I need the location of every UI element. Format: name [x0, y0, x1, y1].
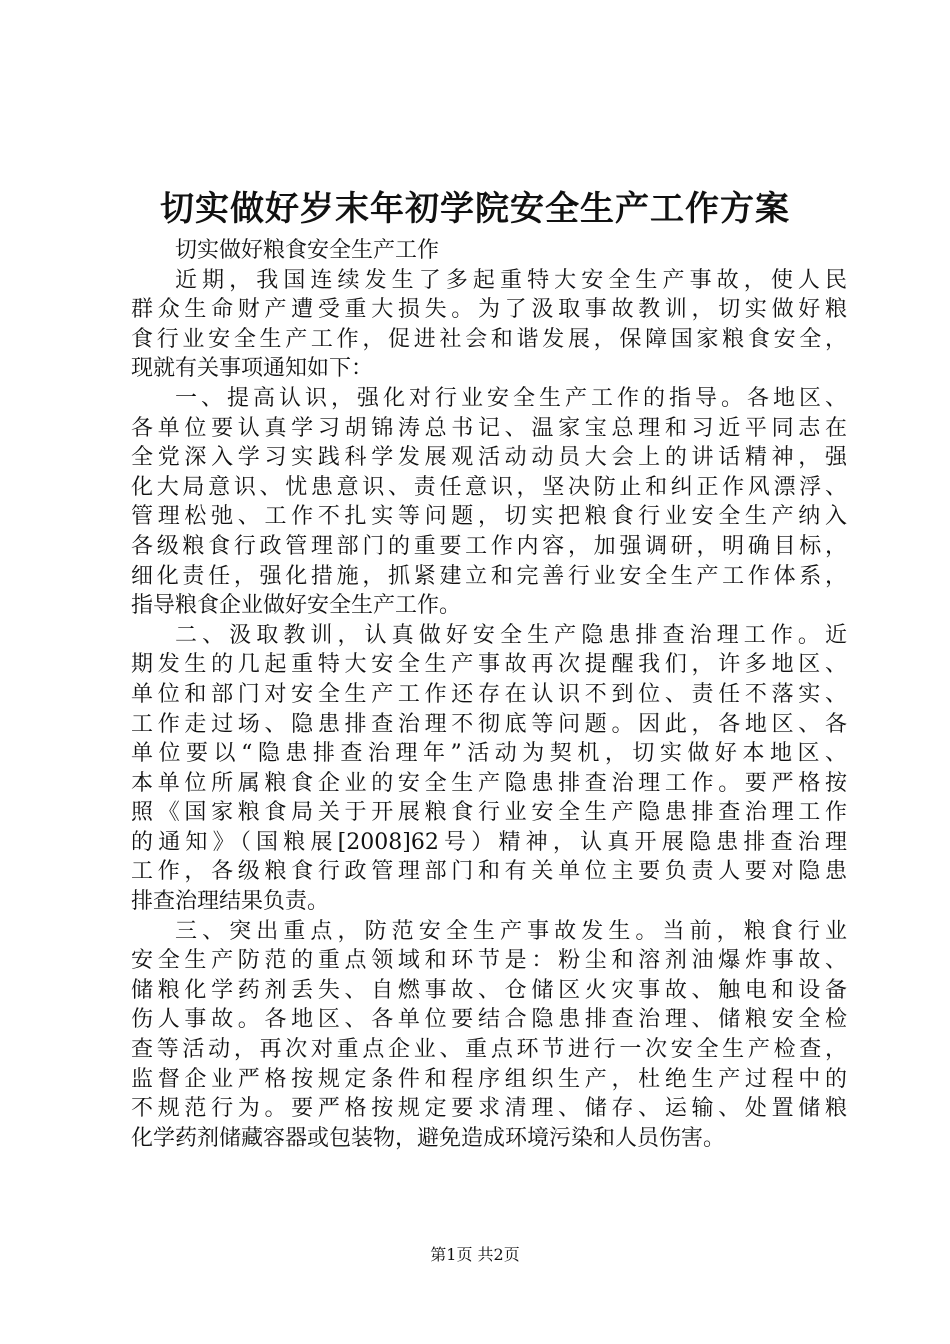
document-title: 切实做好岁末年初学院安全生产工作方案: [160, 189, 790, 229]
body-line: 指导粮食企业做好安全生产工作。: [131, 593, 462, 619]
body-line: 监督企业严格按规定条件和程序组织生产，杜绝生产过程中的: [131, 1066, 847, 1092]
document-body: [131, 236, 847, 1153]
body-line: 切实做好粮食安全生产工作: [175, 238, 440, 263]
page-number: 第1页 共2页: [430, 1245, 520, 1264]
body-line: 管理松弛、工作不扎实等问题，切实把粮食行业安全生产纳入: [131, 504, 847, 530]
body-line: 各级粮食行政管理部门的重要工作内容，加强调研，明确目标，: [131, 533, 847, 559]
body-line: 排查治理结果负责。: [131, 889, 330, 915]
body-line: 近期，我国连续发生了多起重特大安全生产事故，使人民: [175, 267, 847, 293]
body-line: 群众生命财产遭受重大损失。为了汲取事故教训，切实做好粮: [131, 297, 847, 323]
body-line: 伤人事故。各地区、各单位要结合隐患排查治理、储粮安全检: [131, 1007, 847, 1033]
body-line: 期发生的几起重特大安全生产事故再次提醒我们，许多地区、: [131, 652, 847, 678]
body-line: 工作走过场、隐患排查治理不彻底等问题。因此，各地区、各: [131, 711, 847, 737]
body-line: 不规范行为。要严格按规定要求清理、储存、运输、处置储粮: [131, 1096, 847, 1122]
body-line: 全党深入学习实践科学发展观活动动员大会上的讲话精神，强: [131, 445, 847, 471]
body-line: 一、提高认识，强化对行业安全生产工作的指导。各地区、: [175, 385, 847, 411]
body-line: 二、汲取教训，认真做好安全生产隐患排查治理工作。近: [175, 622, 847, 648]
body-line: 食行业安全生产工作，促进社会和谐发展，保障国家粮食安全，: [131, 326, 847, 352]
body-line: 现就有关事项通知如下：: [131, 356, 374, 382]
body-line: 安全生产防范的重点领域和环节是：粉尘和溶剂油爆炸事故、: [131, 948, 847, 974]
body-line: 查等活动，再次对重点企业、重点环节进行一次安全生产检查，: [131, 1037, 847, 1063]
body-line: 单位要以“隐患排查治理年”活动为契机，切实做好本地区、: [131, 741, 847, 767]
body-line: 各单位要认真学习胡锦涛总书记、温家宝总理和习近平同志在: [131, 415, 847, 441]
body-line: 的通知》（国粮展[2008]62号）精神，认真开展隐患排查治理: [131, 829, 847, 855]
body-line: 储粮化学药剂丢失、自燃事故、仓储区火灾事故、触电和设备: [131, 977, 847, 1003]
body-line: 化学药剂储藏容器或包装物，避免造成环境污染和人员伤害。: [131, 1125, 726, 1151]
body-line: 细化责任，强化措施，抓紧建立和完善行业安全生产工作体系，: [131, 563, 847, 589]
body-line: 三、突出重点，防范安全生产事故发生。当前，粮食行业: [175, 918, 847, 944]
body-line: 照《国家粮食局关于开展粮食行业安全生产隐患排查治理工作: [131, 800, 847, 826]
body-line: 工作，各级粮食行政管理部门和有关单位主要负责人要对隐患: [131, 859, 847, 885]
body-line: 化大局意识、忧患意识、责任意识，坚决防止和纠正作风漂浮、: [131, 474, 847, 500]
body-line: 本单位所属粮食企业的安全生产隐患排查治理工作。要严格按: [131, 770, 847, 796]
body-line: 单位和部门对安全生产工作还存在认识不到位、责任不落实、: [131, 681, 847, 707]
